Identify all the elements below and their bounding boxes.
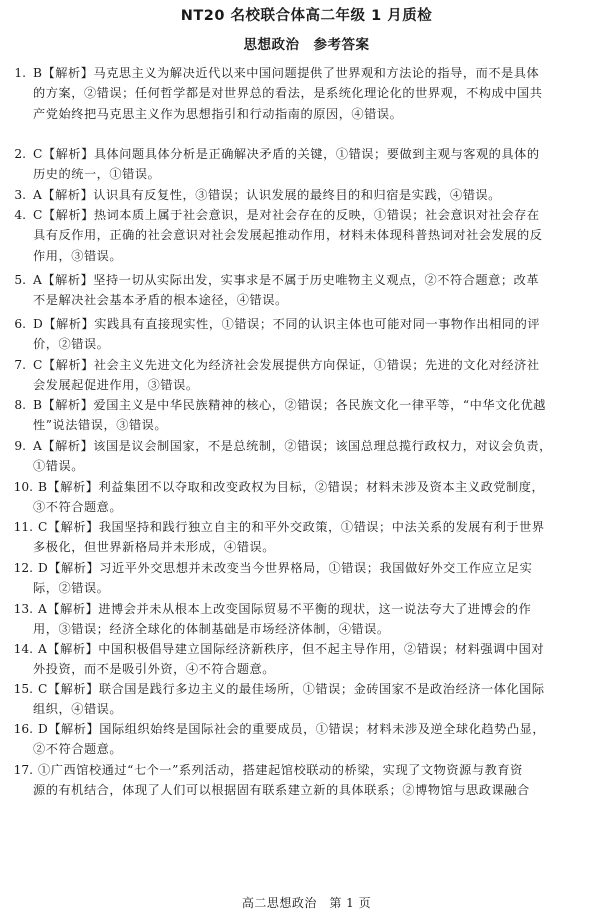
answer-number: 11. <box>13 520 33 534</box>
answer-text-line: B【解析】爱国主义是中华民族精神的核心，②错误；各民族文化一律平等，“中华文化优越 <box>33 398 547 412</box>
answer-number: 17. <box>13 763 33 777</box>
answer-text-line: A【解析】该国是议会制国家，不是总统制，②错误；该国总理总揽行政权力，对议会负责， <box>33 439 552 453</box>
answer-text-line: 产党始终把马克思主义作为思想指引和行动指南的原因，④错误。 <box>33 106 403 121</box>
answer-number: 8. <box>14 398 26 412</box>
answer-text-line: 际，②错误。 <box>33 581 110 596</box>
answer-text-line: C【解析】社会主义先进文化为经济社会发展提供方向保证，①错误；先进的文化对经济社 <box>33 358 540 372</box>
answer-text-line: 外投资，而不是吸引外资，④不符合题意。 <box>33 662 276 677</box>
answer-text-line: D【解析】国际组织始终是国际社会的重要成员，①错误；材料未涉及逆全球化趋势凸显， <box>38 722 546 736</box>
answer-text-line: A【解析】中国积极倡导建立国际经济新秩序，但不起主导作用，②错误；材料强调中国对 <box>38 642 545 656</box>
answer-number: 1. <box>14 66 26 80</box>
answer-text-line: ①错误。 <box>33 459 84 474</box>
answer-text-line: C【解析】具体问题具体分析是正确解决矛盾的关键，①错误；要做到主观与客观的具体的 <box>33 147 540 161</box>
answer-number: 14. <box>13 642 33 656</box>
answer-text-line: A【解析】坚持一切从实际出发，实事求是不属于历史唯物主义观点，②不符合题意；改革 <box>33 273 540 287</box>
answer-text-line: ②不符合题意。 <box>33 742 123 757</box>
answer-text-line: 历史的统一，①错误。 <box>33 167 161 182</box>
document-title: NT20 名校联合体高二年级 1 月质检 <box>180 8 433 24</box>
answer-text-line: ①广西馆校通过“七个一”系列活动，搭建起馆校联动的桥梁，实现了文物资源与教育资 <box>38 763 523 777</box>
answer-text-line: C【解析】我国坚持和践行独立自主的和平外交政策，①错误；中法关系的发展有利于世界 <box>38 520 545 534</box>
answer-text-line: ③不符合题意。 <box>33 500 123 515</box>
answer-number: 10. <box>13 480 33 494</box>
answer-text-line: B【解析】利益集团不以夺取和改变政权为目标，②错误；材料未涉及资本主义政党制度， <box>38 480 545 494</box>
answer-text-line: C【解析】联合国是践行多边主义的最佳场所，①错误；金砖国家不是政治经济一体化国际 <box>38 682 545 696</box>
answer-text-line: 的方案，②错误；任何哲学都是对世界总的看法，是系统化理论化的世界观，不构成中国共 <box>33 86 543 101</box>
answer-number: 16. <box>13 722 33 736</box>
answer-number: 5. <box>14 273 26 287</box>
answer-number: 9. <box>14 439 26 453</box>
answer-text-line: B【解析】马克思主义为解决近代以来中国问题提供了世界观和方法论的指导，而不是具体 <box>33 66 540 80</box>
answer-text-line: D【解析】习近平外交思想并未改变当今世界格局，①错误；我国做好外交工作应立足实 <box>38 561 533 575</box>
answer-text-line: 价，②错误。 <box>33 337 110 352</box>
answer-number: 4. <box>14 208 26 222</box>
answer-text-line: A【解析】认识具有反复性，③错误；认识发展的最终目的和归宿是实践，④错误。 <box>33 188 501 202</box>
page-footer: 高二思想政治 第 1 页 <box>241 896 372 910</box>
answer-text-line: 作用，③错误。 <box>33 248 123 263</box>
answer-text-line: 性”说法错误，③错误。 <box>33 418 168 433</box>
answer-text-line: C【解析】热词本质上属于社会意识，是对社会存在的反映，①错误；社会意识对社会存在 <box>33 208 540 222</box>
answer-text-line: 具有反作用，正确的社会意识对社会发展起推动作用，材料未体现科普热词对社会发展的反 <box>33 228 543 243</box>
answer-text-line: 用，③错误；经济全球化的体制基础是市场经济体制，④错误。 <box>33 622 390 637</box>
answer-number: 6. <box>14 317 26 331</box>
answer-number: 7. <box>14 358 26 372</box>
answer-number: 12. <box>13 561 33 575</box>
document-subtitle: 思想政治 参考答案 <box>243 37 370 53</box>
answer-text-line: 源的有机结合，体现了人们可以根据固有联系建立新的具体联系；②博物馆与思政课融合 <box>33 783 530 798</box>
answer-text-line: A【解析】进博会并未从根本上改变国际贸易不平衡的现状，这一说法夸大了进博会的作 <box>38 602 532 616</box>
answer-text-line: D【解析】实践具有直接现实性，①错误；不同的认识主体也可能对同一事物作出相同的评 <box>33 317 541 331</box>
answer-text-line: 不是解决社会基本矛盾的根本途径，④错误。 <box>33 293 288 308</box>
answer-text-line: 多极化，但世界新格局并未形成，④错误。 <box>33 540 276 555</box>
answer-number: 3. <box>14 188 26 202</box>
answer-number: 15. <box>13 682 33 696</box>
answer-text-line: 会发展起促进作用，③错误。 <box>33 378 199 393</box>
answer-number: 13. <box>13 602 33 616</box>
answer-text-line: 组织，④错误。 <box>33 702 123 717</box>
answer-number: 2. <box>14 147 26 161</box>
